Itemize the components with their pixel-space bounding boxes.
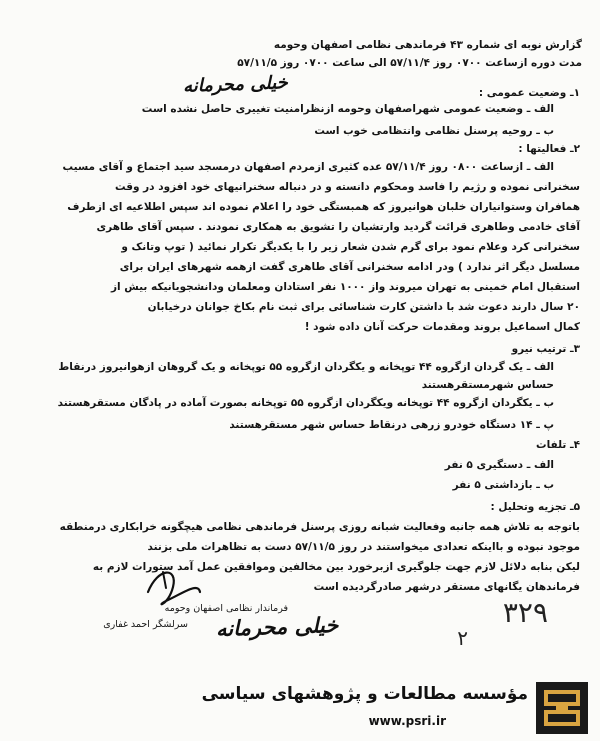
section5-line: باتوجه به تلاش همه جانبه وفعالیت شبانه روزی پرسنل فرماندهی نظامی هیچگونه خرابکاری درمنطقه: [59, 521, 580, 533]
section5-line: لیکن بنابه دلائل لازم جهت جلوگیری ازبرخورد بین مخالفین وموافقین عمل آمد ستورات لازم به: [92, 561, 580, 573]
section3-line: الف ـ یک گردان ازگروه ۴۴ توپخانه و یکگردان ازگروه ۵۵ توپخانه و یک گروهان ازهوانیروز درنقاط: [58, 361, 554, 373]
classification-stamp-top: خیلی محرمانه: [182, 72, 289, 97]
section5-title: ۵ـ تجزیه وتحلیل :: [490, 501, 580, 513]
signature-name: سرلشگر احمد غفاری: [103, 619, 188, 630]
institute-name: مؤسسه مطالعات و پژوهشهای سیاسی: [201, 684, 528, 704]
section3-line: ب ـ یکگردان ازگروه ۴۴ توپخانه ویکگردان ازگروه ۵۵ توپخانه بصورت آماده در پادگان مستقرهستند: [57, 397, 554, 409]
section1-item-a: الف ـ وضعیت عمومی شهراصفهان وحومه ازنظرامنیت تغییری حاصل نشده است: [141, 103, 554, 115]
section2-line: ۲۰ سال دارند دعوت شد با داشتن کارت شناسائی برای ثبت نام بکاخ جوانان درخیابان: [147, 301, 580, 313]
handwritten-mark: ۲: [457, 626, 468, 650]
section3-line: پ ـ ۱۴ دستگاه خودرو زرهی درنقاط حساس شهر مستقرهستند: [229, 419, 554, 431]
section2-line: سخنرانی نموده و رژیم را فاسد ومحکوم دانسته و در دنباله سخنرانیهای خود افزود در وقت: [114, 181, 580, 193]
signature-title: فرماندار نظامی اصفهان وحومه: [164, 603, 288, 614]
section4-line: ب ـ بازداشتی ۵ نفر: [452, 479, 554, 491]
classification-stamp-bottom: خیلی محرمانه: [215, 611, 339, 642]
section4-line: الف ـ دستگیری ۵ نفر: [444, 459, 554, 471]
handwritten-page-number: ۳۲۹: [502, 596, 548, 629]
section3-title: ۳ـ ترتیب نیرو: [511, 343, 580, 355]
logo-pattern-icon: [536, 682, 588, 734]
report-title: گزارش نوبه ای شماره ۴۳ فرماندهی نظامی اصفهان وحومه: [273, 39, 582, 51]
section2-line: استقبال امام خمینی به تهران میروند واز ۱۰۰۰ نفر استادان ومعلمان ودانشجویانیکه بیش از: [110, 281, 580, 293]
report-period: مدت دوره ازساعت ۰۷۰۰ روز ۵۷/۱۱/۴ الی ساعت ۰۷۰۰ روز ۵۷/۱۱/۵: [237, 57, 582, 69]
section2-line: سخنرانی کرد وعلام نمود برای گرم شدن شعار زیر را با یکدیگر تکرار نمائید ( توپ وتانک و: [121, 241, 580, 253]
section2-line: کمال اسماعیل بروند ومقدمات حرکت آنان داده شود !: [304, 321, 580, 333]
section2-line: آقای خادمی وطاهری قرائت گردید وارتشیان را تشویق به همکاری نمودند . سپس آقای طاهری: [96, 221, 580, 233]
section1-title: ۱ـ وضعیت عمومی :: [478, 87, 580, 99]
institute-url[interactable]: www.psri.ir: [368, 714, 446, 728]
section5-line: فرماندهان یگانهای مستقر درشهر صادرگردیده است: [313, 581, 580, 593]
section3-line: حساس شهرمستقرهستند: [421, 379, 554, 391]
section2-title: ۲ـ فعالیتها :: [518, 143, 580, 155]
section4-title: ۴ـ تلفات: [536, 439, 580, 451]
section1-item-b: ب ـ روحیه پرسنل نظامی وانتظامی خوب است: [314, 125, 554, 137]
section5-line: موجود نبوده و بااینکه تعدادی میخواستند در روز ۵۷/۱۱/۵ دست به تظاهرات ملی بزنند: [147, 541, 580, 553]
psri-logo-icon: [536, 682, 588, 734]
section2-line: مسلسل دیگر اثر ندارد ) ودر ادامه سخنرانی آقای طاهری گفت ازهمه شهرهای ایران برای: [119, 261, 580, 273]
institute-watermark: [201, 680, 596, 738]
section2-line: همافران وستوانیاران خلبان هوانیروز که همبستگی خود را اعلام نموده اند سپس اطلاعیه ای ازطرف: [67, 201, 580, 213]
section2-line: الف ـ ازساعت ۰۸۰۰ روز ۵۷/۱۱/۴ عده کثیری ازمردم اصفهان درمسجد سید اجتماع و آقای مسیب: [62, 161, 554, 173]
handwritten-signature: [138, 562, 208, 612]
